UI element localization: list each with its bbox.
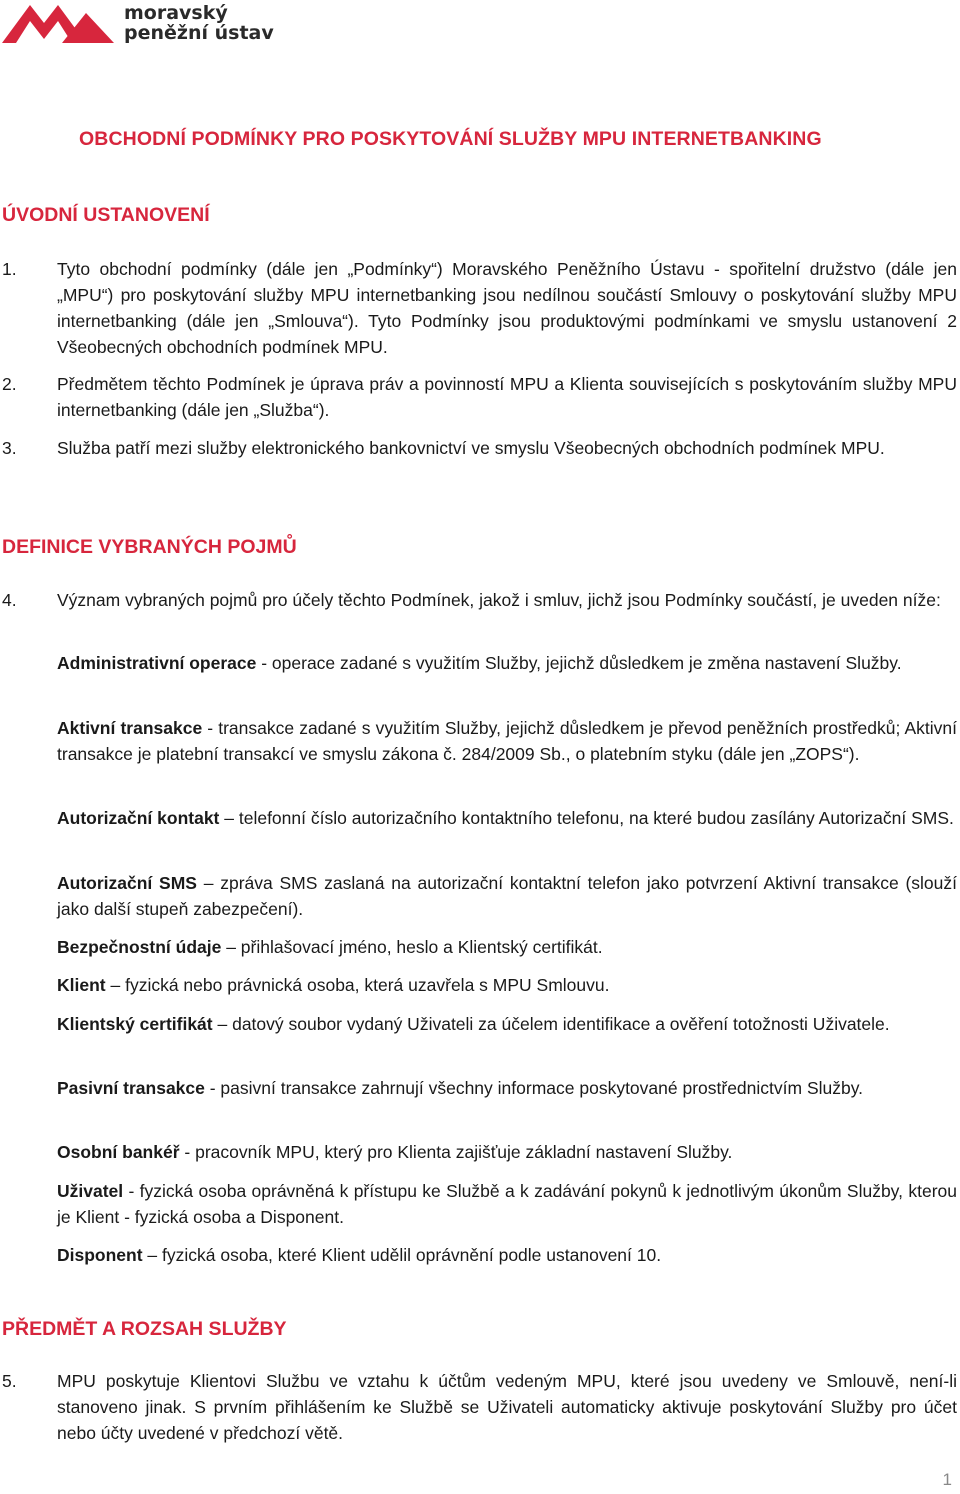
definition-active-transaction xyxy=(57,715,957,767)
page-number: 1 xyxy=(942,1470,952,1489)
definition-disponent xyxy=(57,1242,957,1268)
definition-term: Autorizační SMS xyxy=(57,873,197,893)
definition-client xyxy=(57,972,957,998)
section-heading-definitions: DEFINICE VYBRANÝCH POJMŮ xyxy=(2,536,297,558)
logo-line-2: peněžní ústav xyxy=(124,22,274,44)
definition-term: Osobní bankéř xyxy=(57,1142,180,1162)
paragraph-number: 2. xyxy=(2,374,17,394)
definition-term: Autorizační kontakt xyxy=(57,808,220,828)
definition-text: - operace zadané s využitím Služby, jejichž důsledkem je změna nastavení Služby. xyxy=(256,653,902,673)
definition-text: – datový soubor vydaný Uživateli za účelem identifikace a ověření totožnosti Uživatele. xyxy=(212,1014,890,1034)
definition-term: Administrativní operace xyxy=(57,653,257,673)
definition-text: – telefonní číslo autorizačního kontaktního telefonu, na které budou zasílány Autorizační SMS. xyxy=(219,808,954,828)
paragraph-4 xyxy=(2,587,957,613)
paragraph-text: Význam vybraných pojmů pro účely těchto Podmínek, jakož i smluv, jichž jsou Podmínky součástí, je uveden níže: xyxy=(57,590,941,610)
paragraph-number: 5. xyxy=(2,1371,17,1391)
logo-wordmark xyxy=(124,3,274,43)
definition-term: Aktivní transakce xyxy=(57,718,203,738)
paragraph-text: MPU poskytuje Klientovi Službu ve vztahu k účtům vedeným MPU, které jsou uvedeny ve Smlouvě, není-li stanoveno jinak. S prvním přihlášením ke Službě se Uživateli automaticky aktivuje poskytování Služby pro účet nebo účty uvedené v předchozí větě. xyxy=(57,1371,957,1443)
definition-client-certificate xyxy=(57,1011,957,1037)
definition-term: Bezpečnostní údaje xyxy=(57,937,222,957)
paragraph-2 xyxy=(2,371,957,423)
definition-authorization-sms xyxy=(57,870,957,922)
paragraph-number: 1. xyxy=(2,259,17,279)
section-heading-subject-scope: PŘEDMĚT A ROZSAH SLUŽBY xyxy=(2,1318,287,1340)
definition-term: Uživatel xyxy=(57,1181,124,1201)
definition-text: – fyzická nebo právnická osoba, která uzavřela s MPU Smlouvu. xyxy=(105,975,610,995)
paragraph-text: Služba patří mezi služby elektronického bankovnictví ve smyslu Všeobecných obchodních podmínek MPU. xyxy=(57,438,885,458)
paragraph-3 xyxy=(2,435,957,461)
definition-text: - fyzická osoba oprávněná k přístupu ke Službě a k zadávání pokynů k jednotlivým úkonům Služby, kterou je Klient - fyzická osoba a Disponent. xyxy=(57,1181,957,1227)
definition-personal-banker xyxy=(57,1139,957,1165)
logo-mark-icon xyxy=(2,3,114,43)
definition-authorization-contact xyxy=(57,805,957,831)
definition-administrative-operation xyxy=(57,650,957,676)
logo-line-1: moravský xyxy=(124,2,228,24)
definition-user xyxy=(57,1178,957,1230)
definition-term: Pasivní transakce xyxy=(57,1078,205,1098)
definition-term: Klientský certifikát xyxy=(57,1014,213,1034)
document-title: OBCHODNÍ PODMÍNKY PRO POSKYTOVÁNÍ SLUŽBY MPU INTERNETBANKING xyxy=(79,128,822,150)
definition-text: – zpráva SMS zaslaná na autorizační kontaktní telefon jako potvrzení Aktivní transakce (slouží jako další stupeň zabezpečení). xyxy=(57,873,957,919)
definition-passive-transaction xyxy=(57,1075,957,1101)
definition-text: - pasivní transakce zahrnují všechny informace poskytované prostřednictvím Služby. xyxy=(204,1078,864,1098)
definition-text: – přihlašovací jméno, heslo a Klientský certifikát. xyxy=(221,937,603,957)
paragraph-5 xyxy=(2,1368,957,1446)
logo xyxy=(2,0,274,46)
definition-term: Disponent xyxy=(57,1245,143,1265)
paragraph-number: 3. xyxy=(2,438,17,458)
definition-term: Klient xyxy=(57,975,106,995)
paragraph-1 xyxy=(2,256,957,360)
paragraph-number: 4. xyxy=(2,590,17,610)
section-heading-introduction: ÚVODNÍ USTANOVENÍ xyxy=(2,204,210,226)
definition-security-data xyxy=(57,934,957,960)
definition-text: – fyzická osoba, které Klient udělil oprávnění podle ustanovení 10. xyxy=(142,1245,662,1265)
definition-text: - pracovník MPU, který pro Klienta zajišťuje základní nastavení Služby. xyxy=(179,1142,733,1162)
paragraph-text: Předmětem těchto Podmínek je úprava práv a povinností MPU a Klienta souvisejících s poskytováním služby MPU internetbanking (dále jen „Služba“). xyxy=(57,374,957,420)
definition-text: - transakce zadané s využitím Služby, jejichž důsledkem je převod peněžních prostředků; Aktivní transakce je platební transakcí ve smyslu zákona č. 284/2009 Sb., o platebním styku (dále jen „ZOPS“). xyxy=(57,718,957,764)
paragraph-text: Tyto obchodní podmínky (dále jen „Podmínky“) Moravského Peněžního Ústavu - spořitelní družstvo (dále jen „MPU“) pro poskytování služby MPU internetbanking jsou nedílnou součástí Smlouvy o poskytování služby MPU internetbanking (dále jen „Smlouva“). Tyto Podmínky jsou produktovými podmínkami ve smyslu ustanovení 2 Všeobecných obchodních podmínek MPU. xyxy=(57,259,957,357)
